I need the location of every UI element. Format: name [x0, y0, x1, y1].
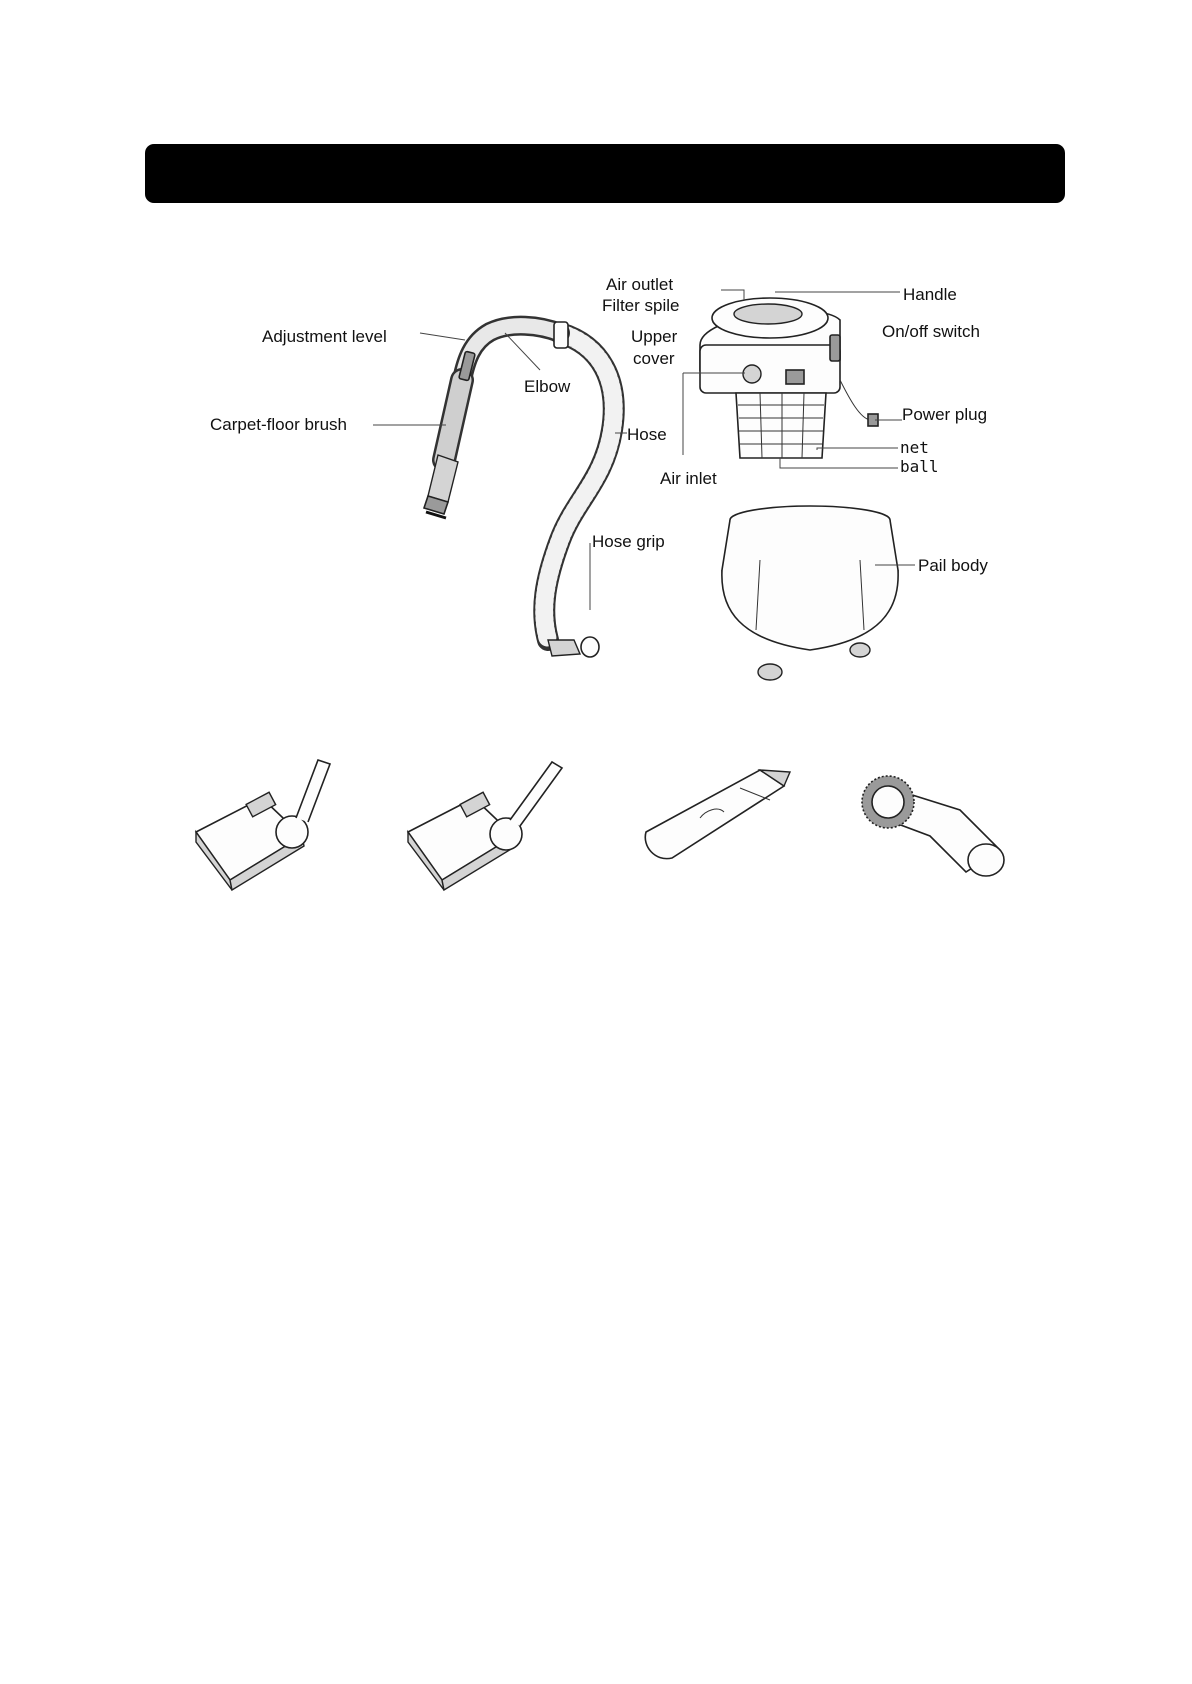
label-filter-spile: Filter spile: [602, 296, 680, 315]
motor-head: [700, 298, 878, 458]
crevice-nozzle-icon: [645, 770, 790, 859]
label-hose-grip: Hose grip: [592, 532, 665, 551]
accessory-floor-brush: [196, 760, 330, 890]
label-air-inlet: Air inlet: [660, 469, 717, 488]
label-net: net: [900, 438, 929, 457]
label-pail-body: Pail body: [918, 556, 988, 575]
label-ball: ball: [900, 457, 939, 476]
hose-assembly: [424, 322, 614, 657]
floor-brush-icon: [196, 760, 330, 890]
label-air-outlet: Air outlet: [606, 275, 674, 294]
label-on-off-switch: On/off switch: [882, 322, 980, 341]
accessory-floor-brush-alt: [408, 762, 562, 890]
round-brush-icon: [862, 776, 1004, 876]
label-hose: Hose: [627, 425, 667, 444]
label-handle: Handle: [903, 285, 957, 304]
pail-body-illustration: [722, 506, 898, 680]
accessory-crevice-nozzle: [645, 770, 790, 859]
accessory-round-brush: [862, 776, 1004, 876]
label-power-plug: Power plug: [902, 405, 988, 424]
label-upper-cover-line1: Upper: [631, 327, 678, 346]
label-upper-cover-line2: cover: [633, 349, 675, 368]
label-elbow: Elbow: [524, 377, 571, 396]
label-adjustment-level: Adjustment level: [262, 327, 387, 346]
label-carpet-floor-brush: Carpet-floor brush: [210, 415, 348, 434]
floor-brush-alt-icon: [408, 762, 562, 890]
